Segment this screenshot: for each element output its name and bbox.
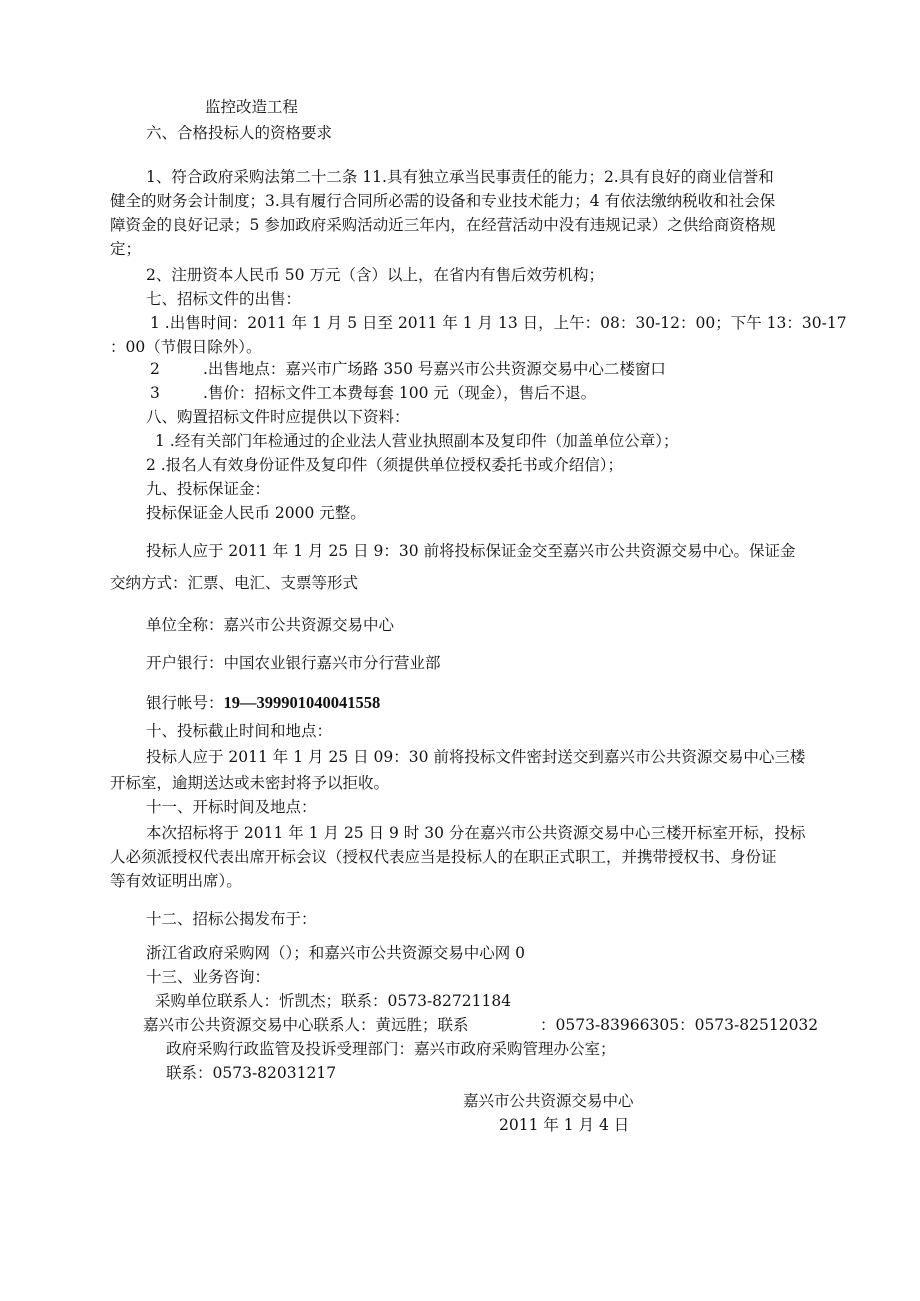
deposit-amount: 投标保证金人民币 2000 元整。	[146, 504, 366, 522]
account-number: 19—399901040041558	[223, 693, 381, 712]
buyer-contact: 采购单位联系人：忻凯杰；联系：0573-82721184	[155, 992, 512, 1010]
deposit-deadline-line1: 投标人应于 2011 年 1 月 25 日 9：30 前将投标保证金交至嘉兴市公共资源交易中心。保证金	[146, 542, 796, 560]
signature-org: 嘉兴市公共资源交易中心	[463, 1092, 634, 1110]
project-title-tail: 监控改造工程	[205, 98, 299, 116]
supervision-phone: 联系：0573-82031217	[166, 1064, 337, 1082]
sec12-line1: 浙江省政府采购网（）；和嘉兴市公共资源交易中心网 0	[146, 944, 526, 962]
center-contact-a: 嘉兴市公共资源交易中心联系人：黄远胜；联系	[143, 1016, 469, 1034]
deposit-deadline-line2: 交纳方式：汇票、电汇、支票等形式	[110, 574, 359, 592]
section-9-heading: 九、投标保证金：	[146, 480, 271, 498]
sec10-line2: 开标室，逾期送达或未密封将予以拒收。	[110, 774, 390, 792]
account-label: 银行帐号：	[146, 694, 224, 712]
payee-unit: 单位全称：嘉兴市公共资源交易中心	[146, 616, 395, 634]
sec6-item1-line4: 定；	[110, 240, 142, 258]
center-contact-b: ：0573-83966305：0573-82512032	[540, 1016, 819, 1034]
sec6-item2: 2、注册资本人民币 50 万元（含）以上，在省内有售后效劳机构；	[146, 266, 604, 284]
sec11-line2: 人必须派授权代表出席开标会议（授权代表应当是投标人的在职正式职工，并携带授权书、身份证	[110, 848, 777, 866]
sec7-item2-text: .出售地点：嘉兴市广场路 350 号嘉兴市公共资源交易中心二楼窗口	[203, 360, 666, 378]
payee-bank: 开户银行：中国农业银行嘉兴市分行营业部	[146, 654, 441, 672]
signature-date: 2011 年 1 月 4 日	[499, 1116, 630, 1134]
sec11-line1: 本次招标将于 2011 年 1 月 25 日 9 时 30 分在嘉兴市公共资源交易中心三楼开标室开标，投标	[146, 824, 806, 842]
sec11-line3: 等有效证明出席）。	[110, 872, 242, 890]
sec7-item2-number: 2	[150, 360, 160, 378]
sec7-item1-line1: 1 .出售时间：2011 年 1 月 5 日至 2011 年 1 月 13 日，上午：08：30-12：00；下午 13：30-17	[150, 314, 847, 332]
sec10-line1: 投标人应于 2011 年 1 月 25 日 09：30 前将投标文件密封送交到嘉兴市公共资源交易中心三楼	[146, 748, 806, 766]
sec8-item2: 2 .报名人有效身份证件及复印件（须提供单位授权委托书或介绍信）；	[146, 456, 623, 474]
sec7-item1-line2: ：00（节假日除外）。	[110, 338, 262, 356]
section-6-heading: 六、合格投标人的资格要求	[146, 124, 333, 142]
section-12-heading: 十二、招标公揭发布于：	[146, 910, 317, 928]
section-7-heading: 七、招标文件的出售：	[146, 290, 302, 308]
section-10-heading: 十、投标截止时间和地点：	[146, 722, 333, 740]
section-8-heading: 八、购置招标文件时应提供以下资料：	[146, 408, 410, 426]
supervision-dept: 政府采购行政监管及投诉受理部门：嘉兴市政府采购管理办公室；	[166, 1040, 616, 1058]
section-13-heading: 十三、业务咨询：	[146, 968, 271, 986]
sec6-item1-line1: 1、符合政府采购法第二十二条 11.具有独立承当民事责任的能力；2.具有良好的商业信誉和	[146, 168, 774, 186]
sec8-item1: 1 .经有关部门年检通过的企业法人营业执照副本及复印件（加盖单位公章）；	[155, 432, 679, 450]
section-11-heading: 十一、开标时间及地点：	[146, 798, 317, 816]
sec6-item1-line2: 健全的财务会计制度；3.具有履行合同所必需的设备和专业技术能力；4 有依法缴纳税收和社会保	[110, 192, 776, 210]
sec7-item3-number: 3	[150, 384, 160, 402]
sec7-item3-text: .售价：招标文件工本费每套 100 元（现金），售后不退。	[203, 384, 597, 402]
sec6-item1-line3: 障资金的良好记录；5 参加政府采购活动近三年内，在经营活动中没有违规记录）之供给商资格规	[110, 216, 776, 234]
account-line	[146, 692, 380, 714]
